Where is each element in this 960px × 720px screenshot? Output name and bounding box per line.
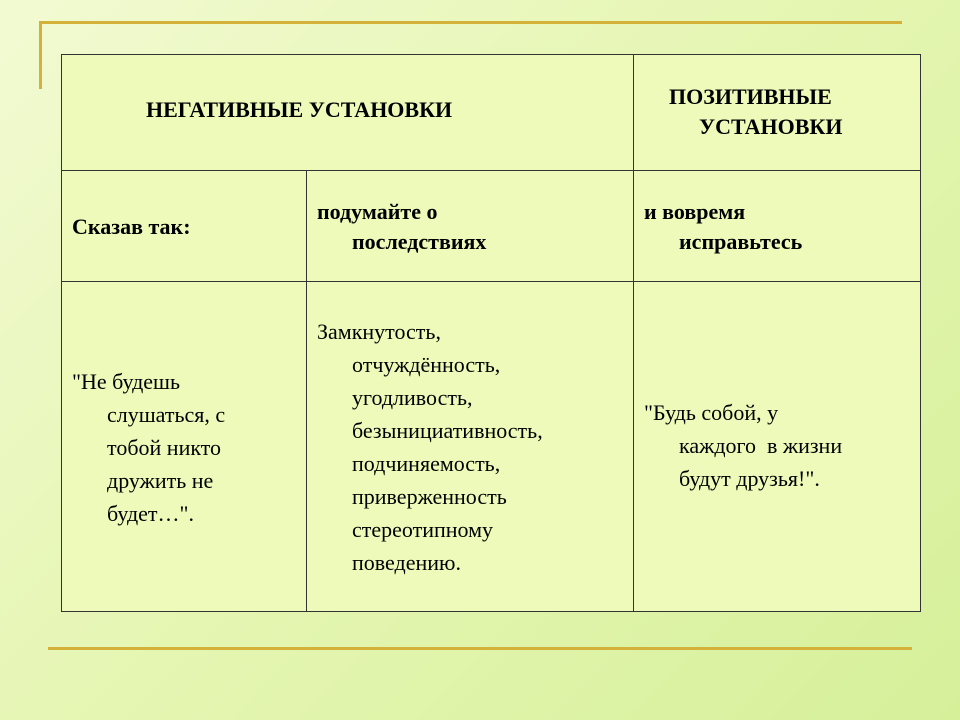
positive-header: ПОЗИТИВНЫЕ УСТАНОВКИ xyxy=(669,84,843,139)
decorative-top-line xyxy=(40,21,902,24)
negative-phrase-cell xyxy=(62,282,307,612)
attitudes-table xyxy=(61,54,921,612)
think-label: подумайте о последствиях xyxy=(317,199,487,254)
said-cell xyxy=(62,171,307,282)
body-row xyxy=(62,282,921,612)
correct-cell xyxy=(634,171,921,282)
header-row xyxy=(62,55,921,171)
decorative-left-line xyxy=(39,21,42,89)
said-label: Сказав так: xyxy=(72,214,191,239)
consequences-cell xyxy=(307,282,634,612)
positive-phrase-cell xyxy=(634,282,921,612)
negative-header-cell xyxy=(62,55,634,171)
negative-phrase: "Не будешь слушаться, с тобой никто дружить не будет…". xyxy=(72,369,226,526)
subheader-row xyxy=(62,171,921,282)
negative-header: НЕГАТИВНЫЕ УСТАНОВКИ xyxy=(146,97,453,122)
think-cell xyxy=(307,171,634,282)
positive-header-cell xyxy=(634,55,921,171)
positive-phrase: "Будь собой, у каждого в жизни будут друзья!". xyxy=(644,400,843,491)
consequences-list: Замкнутость, отчуждённость, угодливость, безынициативность, подчиняемость, приверженность стереотипному поведению. xyxy=(317,319,543,575)
correct-label: и вовремя исправьтесь xyxy=(644,199,803,254)
decorative-bottom-line xyxy=(48,647,912,650)
